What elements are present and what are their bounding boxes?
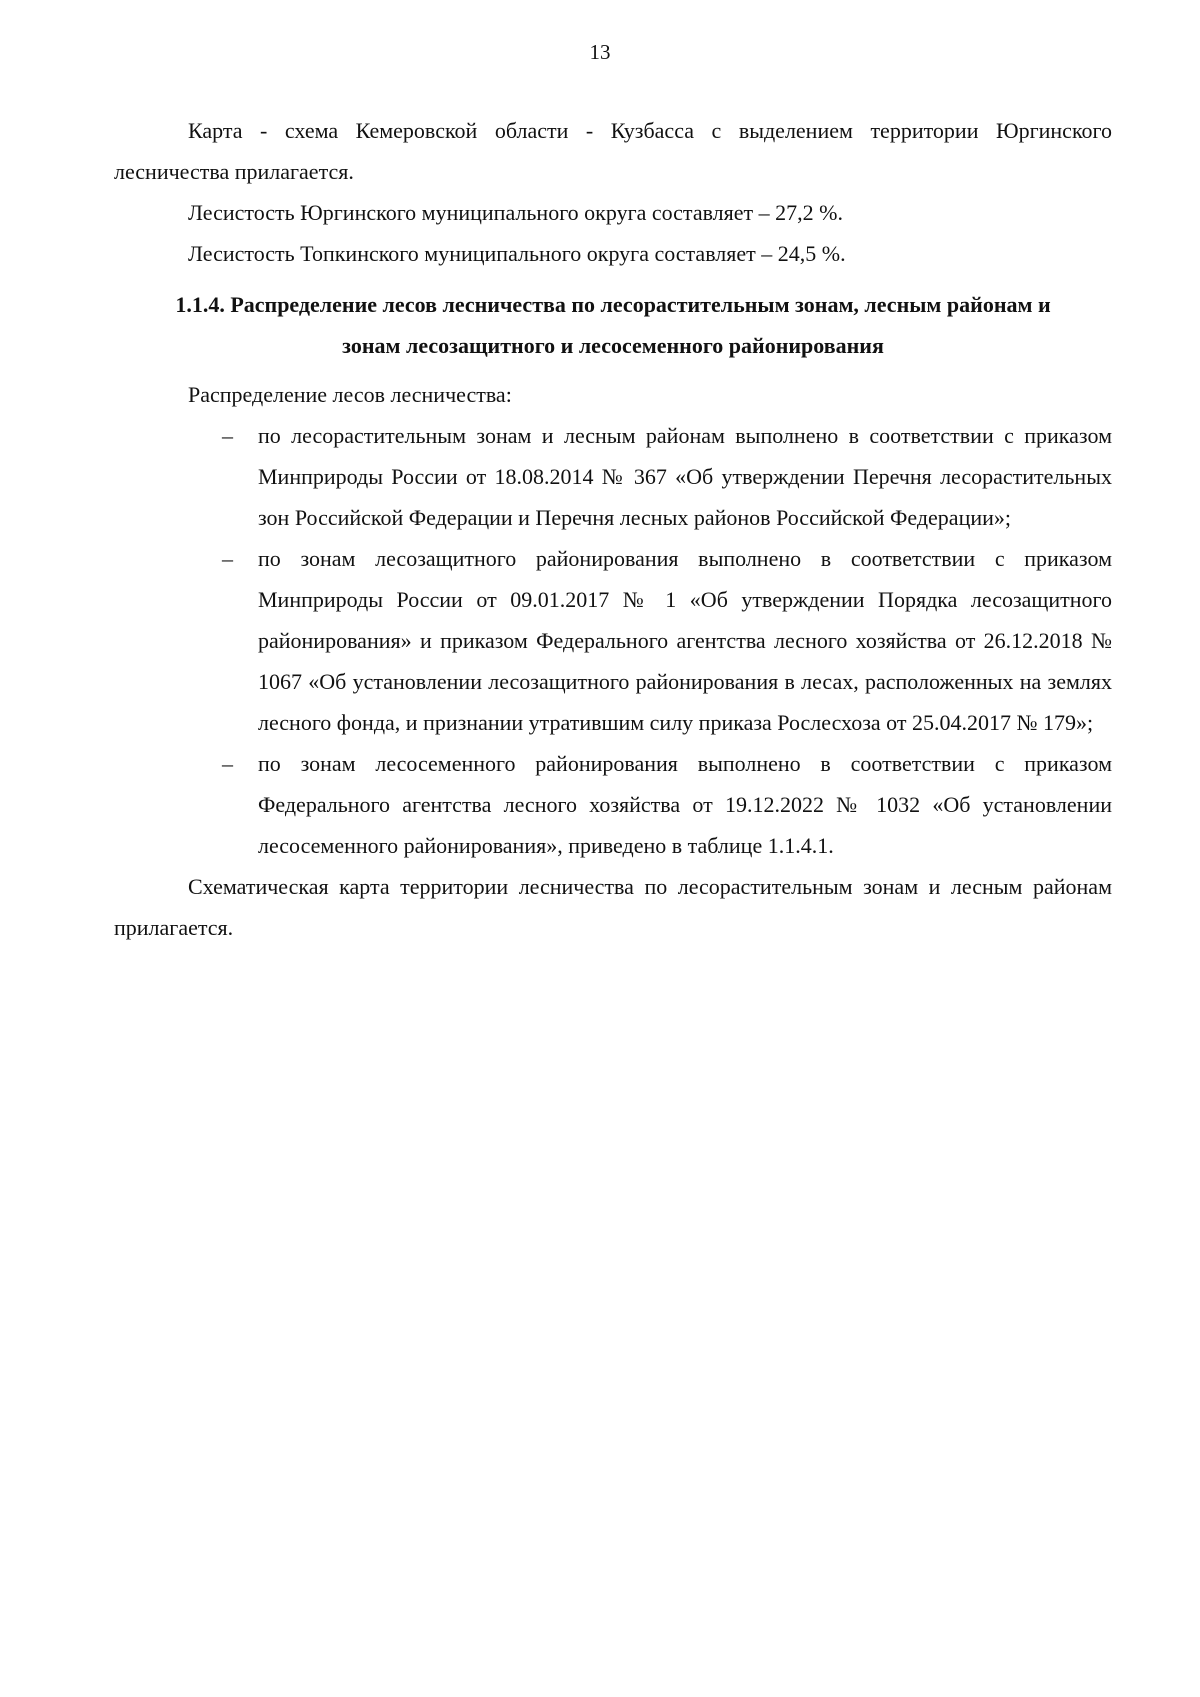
list-item-text: по зонам лесосеменного районирования выполнено в соответствии с приказом Федерального агентства лесного хозяйства от 19.12.2022 № 1032 «Об установлении лесосеменного районирования», приведено в таблице 1.1.4.1. bbox=[258, 751, 1112, 858]
page-number: 13 bbox=[589, 40, 611, 64]
section-heading: 1.1.4. Распределение лесов лесничества по лесорастительным зонам, лесным районам и зонам лесозащитного и лесосеменного районирования bbox=[175, 292, 1051, 358]
paragraph-forest-cover-yurga: Лесистость Юргинского муниципального округа составляет – 27,2 %. bbox=[188, 200, 843, 225]
list-dash: – bbox=[222, 546, 233, 571]
list-item bbox=[114, 415, 1112, 538]
document-body bbox=[114, 110, 1112, 948]
list-dash: – bbox=[222, 423, 233, 448]
paragraph-map-note: Карта - схема Кемеровской области - Кузбасса с выделением территории Юргинского лесничества прилагается. bbox=[114, 118, 1112, 184]
paragraph-closing: Схематическая карта территории лесничества по лесорастительным зонам и лесным районам прилагается. bbox=[114, 874, 1112, 940]
list-item bbox=[114, 743, 1112, 866]
list-dash: – bbox=[222, 751, 233, 776]
list-item-text: по зонам лесозащитного районирования выполнено в соответствии с приказом Минприроды России от 09.01.2017 № 1 «Об утверждении Порядка лесозащитного районирования» и приказом Федерального агентства лесного хозяйства от 26.12.2018 № 1067 «Об установлении лесозащитного районирования в лесах, расположенных на землях лесного фонда, и признании утратившим силу приказа Рослесхоза от 25.04.2017 № 179»; bbox=[258, 546, 1112, 735]
list-item-text: по лесорастительным зонам и лесным районам выполнено в соответствии с приказом Минприроды России от 18.08.2014 № 367 «Об утверждении Перечня лесорастительных зон Российской Федерации и Перечня лесных районов Российской Федерации»; bbox=[258, 423, 1112, 530]
paragraph-intro: Распределение лесов лесничества: bbox=[188, 382, 512, 407]
list-item bbox=[114, 538, 1112, 743]
paragraph-forest-cover-topki: Лесистость Топкинского муниципального округа составляет – 24,5 %. bbox=[188, 241, 846, 266]
zoning-list bbox=[114, 415, 1112, 866]
